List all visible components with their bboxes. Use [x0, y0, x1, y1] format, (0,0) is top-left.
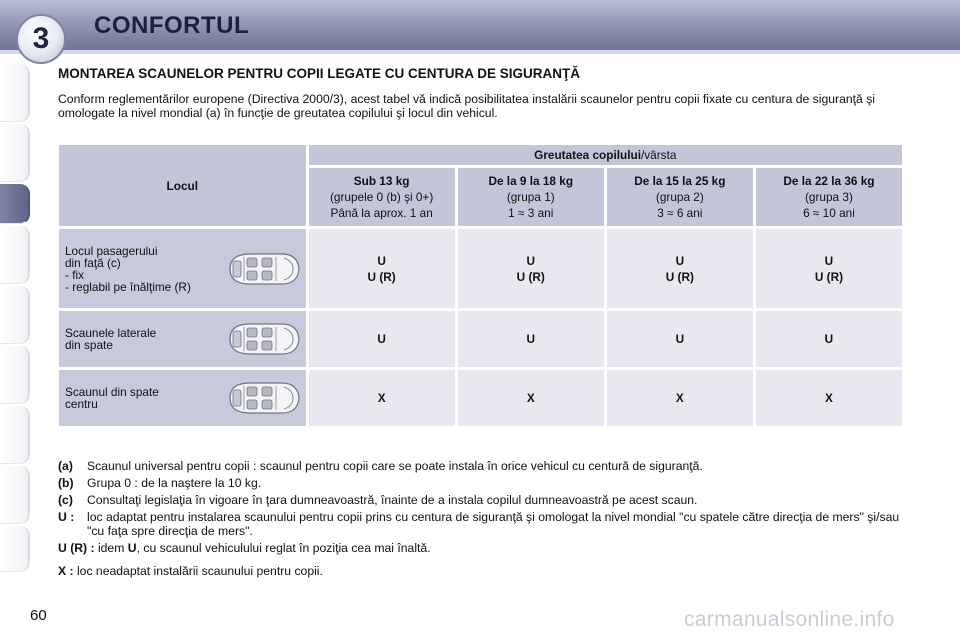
- location-line: centru: [65, 397, 98, 411]
- weight-header-bold: Greutatea copilului: [534, 148, 641, 162]
- column-subtitle: (grupa 2): [655, 190, 704, 204]
- suitability-cell: U: [607, 311, 753, 367]
- column-subtitle: (grupa 1): [506, 190, 555, 204]
- suitability-value: U: [824, 253, 834, 268]
- column-title: Sub 13 kg: [353, 174, 410, 188]
- legend-key: U :: [58, 510, 75, 524]
- location-line: Scaunele laterale: [65, 326, 157, 340]
- chapter-tab-7[interactable]: [0, 406, 30, 464]
- suitability-cell: X: [458, 370, 604, 426]
- table-row-rear-side: [59, 311, 902, 367]
- legend-item-u: [58, 510, 908, 538]
- chapter-tab-2[interactable]: [0, 124, 30, 182]
- column-subtitle: (grupa 3): [805, 190, 853, 204]
- chapter-tab-9[interactable]: [0, 526, 30, 572]
- suitability-value: U: [526, 253, 536, 268]
- legend-item-ur: [58, 541, 908, 555]
- intro-paragraph: Conform reglementărilor europene (Directiva 2000/3), acest tabel vă indică posibilitatea instalării scaunelor pentru copii fixate cu centura de siguranţă şi omologate la nivel mondial (a) în funcţie de greutatea copilului şi locul din vehicul.: [58, 92, 875, 120]
- weight-header-light: /vârsta: [641, 148, 677, 162]
- legend-item-b: [58, 476, 908, 490]
- column-age: 6 ≈ 10 ani: [803, 206, 855, 220]
- suitability-value: U: [675, 253, 685, 268]
- car-seat-diagram-icon: [224, 380, 302, 416]
- chapter-tab-5[interactable]: [0, 286, 30, 344]
- legend-text: loc adaptat pentru instalarea scaunului pentru copii prins cu centura de siguranţă şi omologat la nivel mondial "cu spatele către direcţia de mers" şi/sau "cu faţa spre direcţia de mers".: [87, 510, 900, 538]
- legend-text-bold: U: [127, 541, 137, 555]
- legend-item-c: [58, 493, 908, 507]
- location-line: din faţă (c): [65, 255, 121, 270]
- chapter-tab-3-active[interactable]: [0, 184, 30, 224]
- suitability-cell: X: [309, 370, 455, 426]
- location-cell: [59, 311, 306, 367]
- legend-text: Scaunul universal pentru copii : scaunul pentru copii care se poate instala în orice vehicul cu centură de siguranţă.: [87, 459, 703, 473]
- car-seat-diagram-icon: [224, 321, 302, 357]
- suitability-cell: U: [458, 311, 604, 367]
- chapter-tab-1[interactable]: [0, 64, 30, 122]
- location-cell: [59, 229, 306, 308]
- weight-group-header: [309, 145, 902, 165]
- suitability-cell: U: [309, 311, 455, 367]
- column-age: 1 ≈ 3 ani: [508, 206, 554, 220]
- column-title: De la 22 la 36 kg: [783, 174, 875, 188]
- column-title: De la 9 la 18 kg: [488, 174, 574, 188]
- legend-item-x: [58, 564, 908, 578]
- suitability-value-adjustable: U (R): [814, 269, 844, 284]
- legend: [58, 459, 908, 581]
- chapter-tab-8[interactable]: [0, 466, 30, 524]
- location-cell: [59, 370, 306, 426]
- location-line: - fix: [65, 267, 85, 282]
- location-column-header: [59, 145, 306, 226]
- suitability-cell: [607, 229, 753, 308]
- column-header-group-2: [607, 168, 753, 226]
- legend-text: Grupa 0 : de la naştere la 10 kg.: [87, 476, 262, 490]
- chapter-number-badge: 3: [16, 14, 66, 64]
- table-row-front-passenger: [59, 229, 902, 308]
- column-age: 3 ≈ 6 ani: [657, 206, 703, 220]
- legend-item-a: [58, 459, 908, 473]
- column-title: De la 15 la 25 kg: [634, 174, 726, 188]
- suitability-cell: X: [756, 370, 902, 426]
- location-line: - reglabil pe înălţime (R): [65, 279, 191, 294]
- header-underline: [0, 50, 960, 54]
- suitability-cell: U: [756, 311, 902, 367]
- location-line: Locul pasagerului: [65, 243, 158, 258]
- chapter-tab-6[interactable]: [0, 346, 30, 404]
- column-header-group-0: [309, 168, 455, 226]
- column-age: Până la aprox. 1 an: [330, 206, 433, 220]
- watermark: carmanualsonline.info: [684, 608, 895, 631]
- section-title: MONTAREA SCAUNELOR PENTRU COPII LEGATE CU CENTURA DE SIGURANŢĂ: [58, 66, 581, 81]
- suitability-value-adjustable: U (R): [516, 269, 545, 284]
- legend-key: U (R) :: [58, 541, 95, 555]
- legend-key: (b): [58, 476, 74, 490]
- legend-key: (a): [58, 459, 73, 473]
- car-seat-diagram-icon: [224, 251, 302, 287]
- legend-text: idem: [94, 541, 128, 555]
- table-row-rear-center: [59, 370, 902, 426]
- chapter-tab-4[interactable]: [0, 226, 30, 284]
- legend-text: , cu scaunul vehiculului reglat în poziţia cea mai înaltă.: [136, 541, 431, 555]
- column-subtitle: (grupele 0 (b) şi 0+): [329, 190, 434, 204]
- location-line: din spate: [65, 338, 113, 352]
- chapter-tabs: [0, 64, 34, 574]
- legend-key: X :: [58, 564, 74, 578]
- suitability-value-adjustable: U (R): [665, 269, 694, 284]
- location-line: Scaunul din spate: [65, 385, 159, 399]
- chapter-title: CONFORTUL: [94, 12, 250, 39]
- page-number: 60: [30, 607, 47, 624]
- suitability-cell: X: [607, 370, 753, 426]
- suitability-cell: [309, 229, 455, 308]
- suitability-value-adjustable: U (R): [367, 269, 396, 284]
- location-header-label: Locul: [166, 178, 198, 193]
- suitability-cell: [458, 229, 604, 308]
- suitability-value: U: [377, 253, 386, 268]
- column-header-group-3: [756, 168, 902, 226]
- column-header-group-1: [458, 168, 604, 226]
- legend-key: (c): [58, 493, 73, 507]
- child-seat-table: [56, 142, 905, 429]
- suitability-cell: [756, 229, 902, 308]
- legend-text: loc neadaptat instalării scaunului pentru copii.: [73, 564, 323, 578]
- legend-text: Consultaţi legislaţia în vigoare în ţara dumneavoastră, înainte de a instala copilul dumneavoastră pe acest scaun.: [87, 493, 698, 507]
